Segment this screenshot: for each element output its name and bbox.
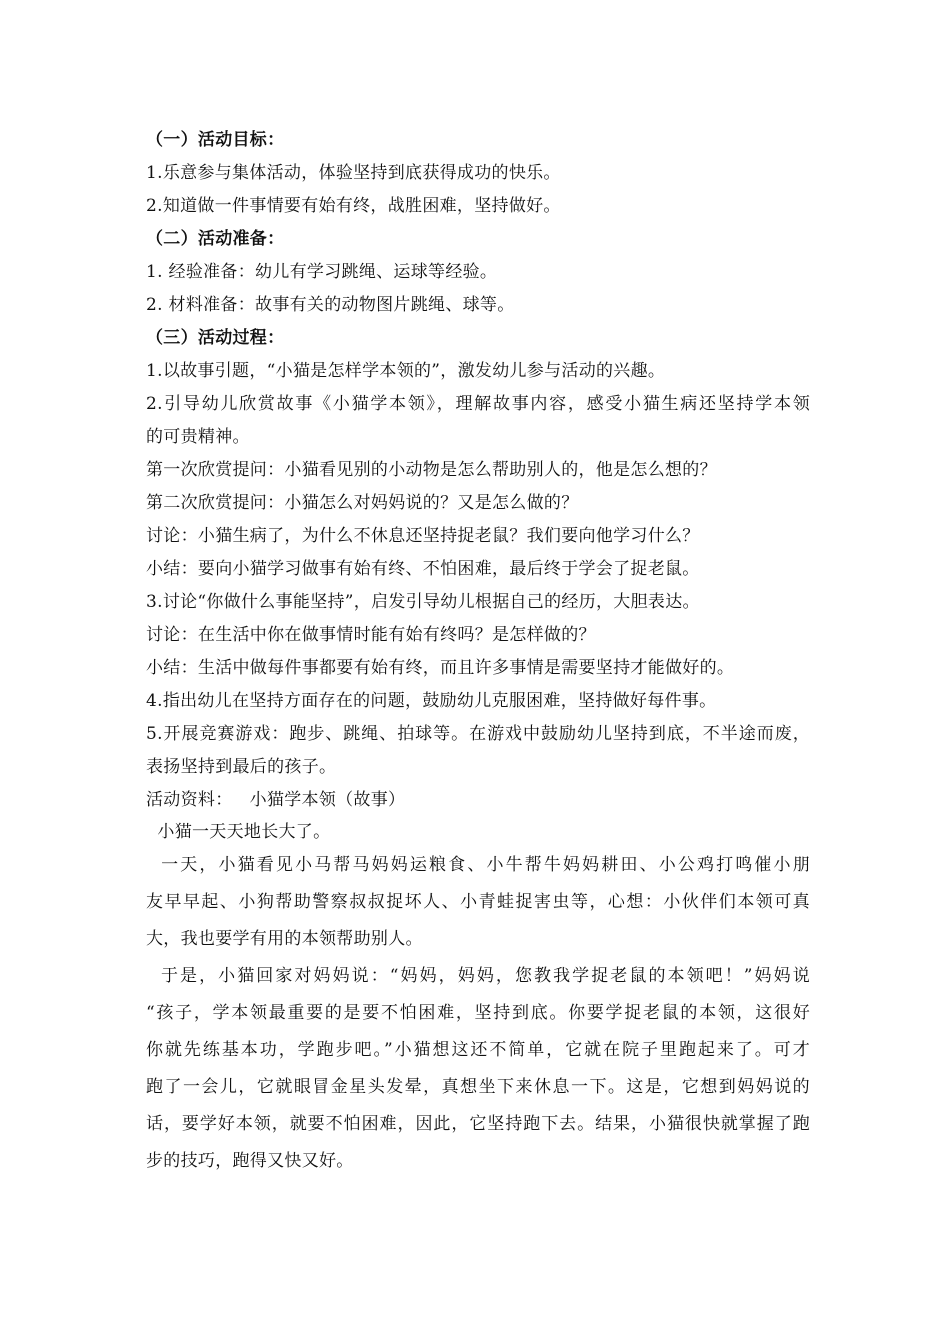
section-title-process: （三）活动过程： (146, 328, 285, 348)
prep-item-2: 2. 材料准备：故事有关的动物图片跳绳、球等。 (146, 295, 515, 315)
material-title: 活动资料： 小猫学本领（故事） (146, 790, 406, 810)
story-line: 跑了一会儿，它就眼冒金星头发晕，真想坐下来休息一下。这是，它想到妈妈说的 (146, 1077, 810, 1097)
prep-item-1: 1. 经验准备：幼儿有学习跳绳、运球等经验。 (146, 262, 498, 282)
story-line: 步的技巧，跑得又快又好。 (146, 1151, 354, 1171)
story-line: 于是，小猫回家对妈妈说：“妈妈，妈妈，您教我学捉老鼠的本领吧！”妈妈说 (146, 966, 810, 986)
story-line: 你就先练基本功，学跑步吧。”小猫想这还不简单，它就在院子里跑起来了。可才 (146, 1040, 810, 1060)
process-line: 1.以故事引题，“小猫是怎样学本领的”，激发幼儿参与活动的兴趣。 (146, 361, 666, 381)
story-line: 一天，小猫看见小马帮马妈妈运粮食、小牛帮牛妈妈耕田、小公鸡打鸣催小朋 (146, 855, 810, 875)
story-line: 友早早起、小狗帮助警察叔叔捉坏人、小青蛙捉害虫等，心想：小伙伴们本领可真 (146, 892, 810, 912)
section-title-goals: （一）活动目标： (146, 130, 285, 150)
story-line: 小猫一天天地长大了。 (146, 822, 331, 842)
goal-item-2: 2.知道做一件事情要有始有终，战胜困难，坚持做好。 (146, 196, 561, 216)
lesson-plan-content (146, 124, 810, 1180)
section-title-preparation: （二）活动准备： (146, 229, 285, 249)
process-line: 3.讨论“你做什么事能坚持”，启发引导幼儿根据自己的经历，大胆表达。 (146, 592, 700, 612)
process-line: 表扬坚持到最后的孩子。 (146, 757, 337, 777)
process-line: 讨论：小猫生病了，为什么不休息还坚持捉老鼠？我们要向他学习什么？ (146, 526, 700, 546)
process-line: 5.开展竞赛游戏：跑步、跳绳、拍球等。在游戏中鼓励幼儿坚持到底，不半途而废， (146, 724, 810, 744)
story-line: 话，要学好本领，就要不怕困难，因此，它坚持跑下去。结果，小猫很快就掌握了跑 (146, 1114, 810, 1134)
story-text (146, 817, 810, 1180)
process-line: 第二次欣赏提问：小猫怎么对妈妈说的？又是怎么做的？ (146, 493, 579, 513)
process-line: 4.指出幼儿在坚持方面存在的问题，鼓励幼儿克服困难，坚持做好每件事。 (146, 691, 717, 711)
story-line: 大，我也要学有用的本领帮助别人。 (146, 929, 423, 949)
process-line: 的可贵精神。 (146, 427, 250, 447)
process-line: 小结：生活中做每件事都要有始有终，而且许多事情是需要坚持才能做好的。 (146, 658, 735, 678)
story-line: “孩子，学本领最重要的是要不怕困难，坚持到底。你要学捉老鼠的本领，这很好 (146, 1003, 810, 1023)
process-line: 第一次欣赏提问：小猫看见别的小动物是怎么帮助别人的，他是怎么想的？ (146, 460, 717, 480)
process-line: 2.引导幼儿欣赏故事《小猫学本领》，理解故事内容，感受小猫生病还坚持学本领 (146, 394, 810, 414)
goal-item-1: 1.乐意参与集体活动，体验坚持到底获得成功的快乐。 (146, 163, 561, 183)
process-line: 小结：要向小猫学习做事有始有终、不怕困难，最后终于学会了捉老鼠。 (146, 559, 700, 579)
process-line: 讨论：在生活中你在做事情时能有始有终吗？是怎样做的？ (146, 625, 596, 645)
